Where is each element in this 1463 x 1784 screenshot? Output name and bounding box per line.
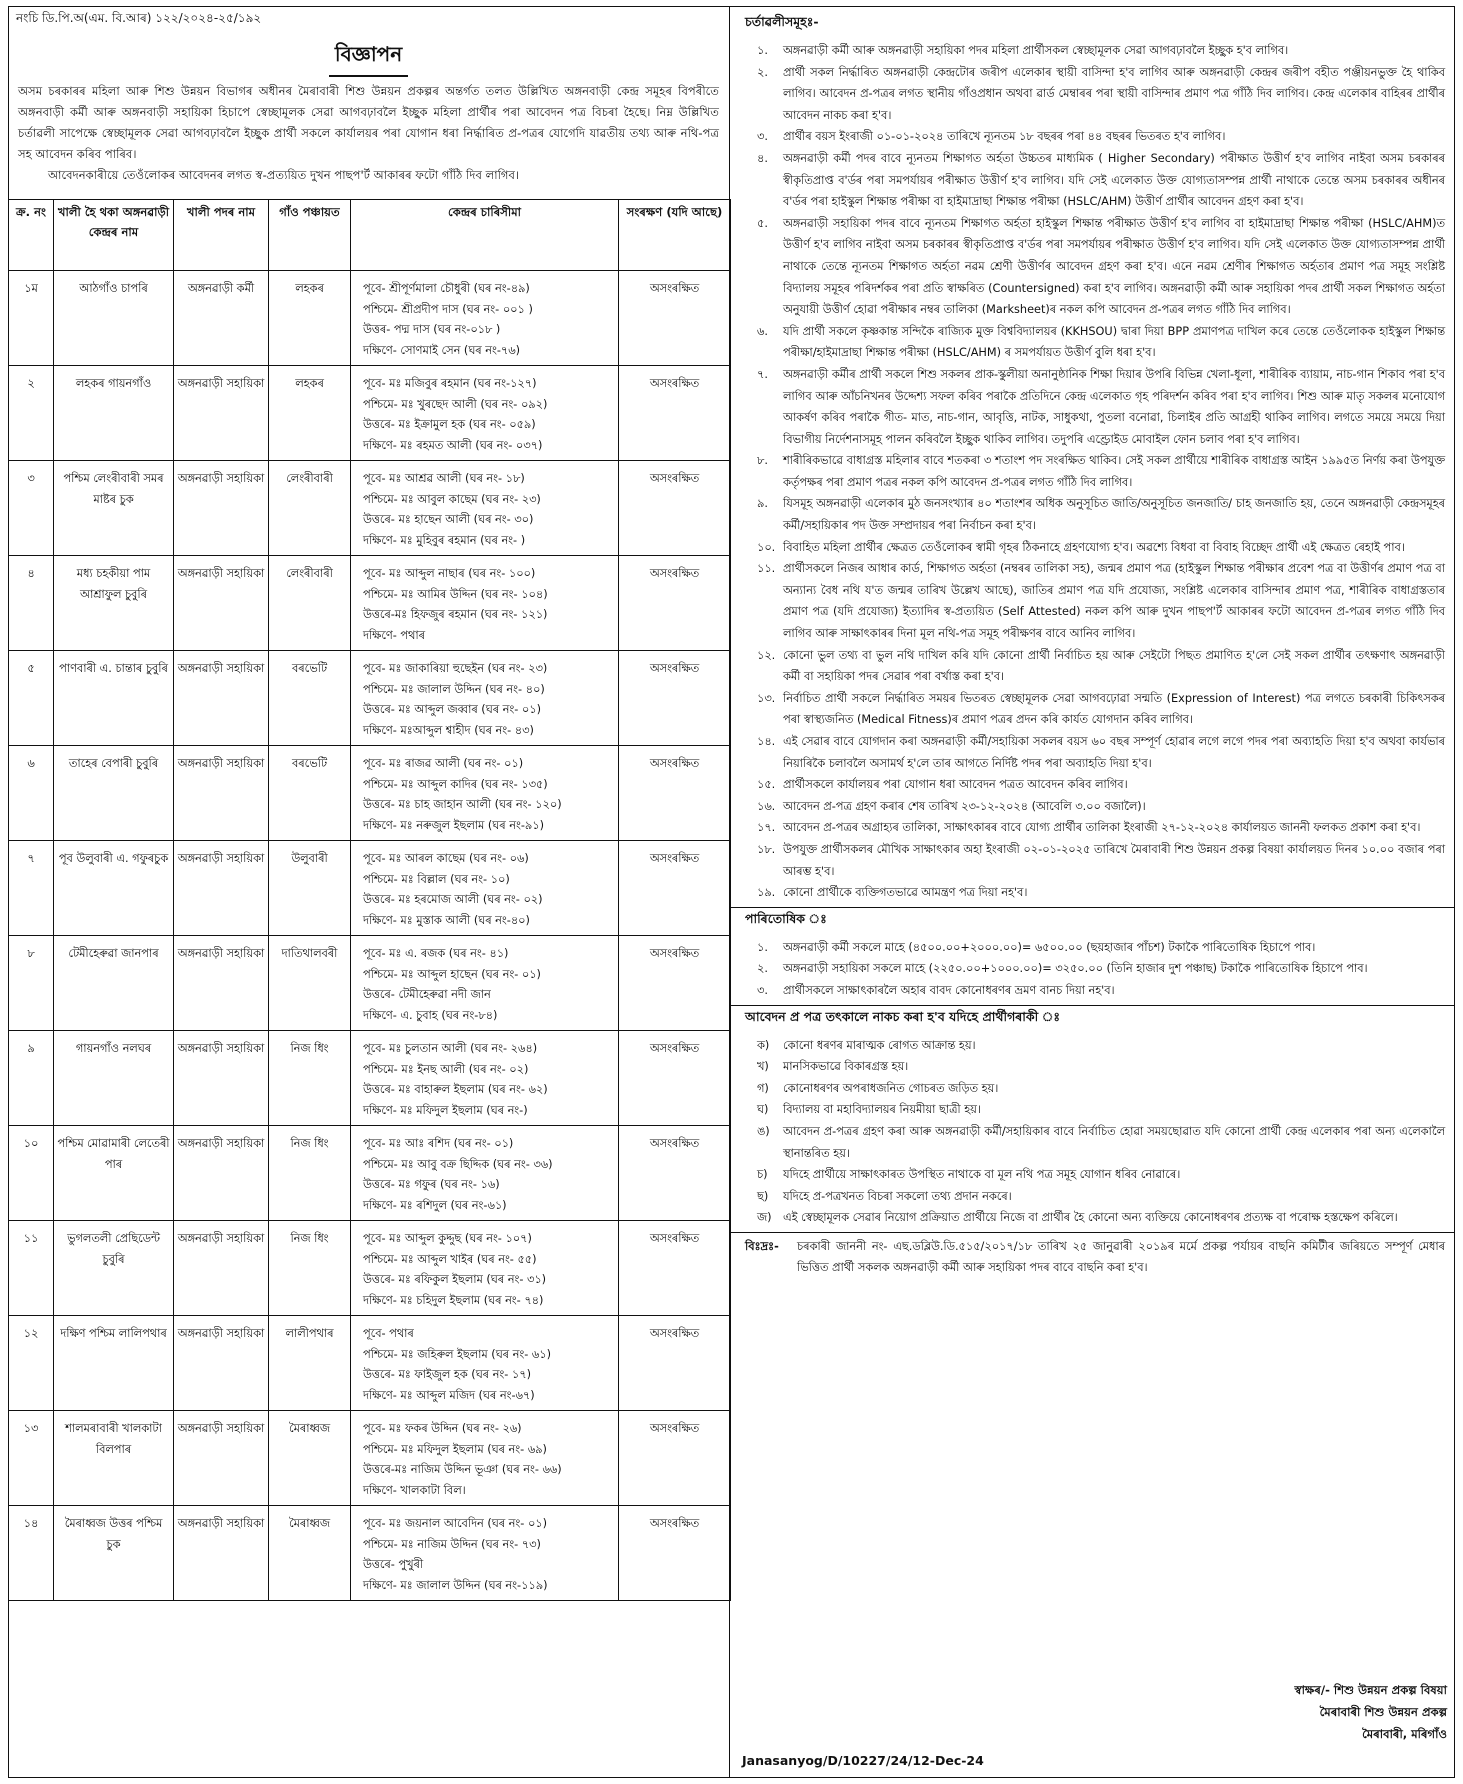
boundary-line: পূবে- মঃ ৰাজৱ আলী (ঘৰ নং- ০১): [363, 757, 524, 770]
boundary-cell: [351, 461, 619, 556]
reservation-cell: অসংৰক্ষিত: [619, 461, 731, 556]
column-header: খালী হৈ থকা অঙ্গনৱাড়ী কেন্দ্ৰৰ নাম: [54, 200, 174, 271]
gaon-panchayat-cell: লহকৰ: [269, 271, 351, 366]
boundary-line: দক্ষিণে- মঃ নৰুজুল ইছলাম (ঘৰ নং-৯১): [363, 818, 544, 832]
boundary-line: পূবে- মঃ আৰল কাছেম (ঘৰ নং- ০৬): [363, 852, 529, 865]
boundary-line: পশ্চিমে- মঃ আবুল কাছেম (ঘৰ নং- ২৩): [363, 492, 541, 506]
item-number: ১১.: [757, 562, 776, 576]
conditions-title: চৰ্তাৱলীসমূহঃ-: [745, 14, 819, 29]
boundary-cell: [351, 746, 619, 841]
serial-cell: ১২: [9, 1316, 54, 1411]
gaon-panchayat-cell: মৈৰাধ্বজ: [269, 1506, 351, 1601]
serial-cell: ১০: [9, 1126, 54, 1221]
condition-item: [745, 817, 1445, 839]
item-text: প্ৰাৰ্থীসকলে নিজৰ আধাৰ কাৰ্ড, শিক্ষাগত অৰ্হতা (নম্বৰৰ তালিকা সহ), জন্মৰ প্ৰমাণ পত্ৰ (হাইস্কুল শিক্ষান্ত পৰীক্ষাৰ প্ৰবেশ পত্ৰ বা উত্তীৰ্ণৰ প্ৰমাণ পত্ৰ বা অন্যান্য বৈধ নথি য'ত জন্মৰ তাৰিখ উল্লেখ আছে), জাতিৰ প্ৰমাণ পত্ৰ যদি প্ৰযোজ্য, সংশ্লিষ্ট এলেকাৰ বাসিন্দাৰ প্ৰমাণ পত্ৰ, শাৰীৰিক বাধাগ্ৰস্ততাৰ প্ৰমাণ পত্ৰ (যদি প্ৰযোজ্য) ইত্যাদিৰ স্ব-প্ৰত্যয়িত (Self Attested) নকল কপি আৰু দুখন পাছপ'ৰ্ট আকাৰৰ ফটো আবেদন প্ৰ-পত্ৰৰ লগত গাঁঠি দিব লাগিব আৰু সাক্ষাৎকাৰৰ দিনা মূল নথি-পত্ৰ সমূহ পৰীক্ষণৰ বাবে আনিব লাগিব।: [783, 562, 1445, 641]
boundary-line: পূবে- শ্ৰীপূৰ্ণমালা চৌধুৰী (ঘৰ নং-৪৯): [363, 282, 530, 295]
item-text: বিদ্যালয় বা মহাবিদ্যালয়ৰ নিয়মীয়া ছাত্ৰী হয়।: [783, 1103, 981, 1117]
rejection-item: [745, 1121, 1445, 1164]
centre-name-cell: গায়নগাঁও নলঘৰ: [54, 1031, 174, 1126]
boundary-line: পশ্চিমে- শ্ৰীপ্ৰদীপ দাস (ঘৰ নং- ০০১ ): [363, 302, 533, 316]
item-text: আবেদন প্ৰ-পত্ৰৰ অগ্ৰাহ্যৰ তালিকা, সাক্ষাৎকাৰৰ বাবে যোগ্য প্ৰাৰ্থীৰ তালিকা ইংৰাজী ২৭-১২-২০২৪ কাৰ্যালয়ত জাননী ফলকত প্ৰকাশ কৰা হ'ব।: [783, 821, 1421, 835]
serial-cell: ৯: [9, 1031, 54, 1126]
condition-item: [745, 148, 1445, 213]
boundary-line: পূবে- মঃ আব্দুল কুদ্দুছ (ঘৰ নং- ১০৭): [363, 1232, 532, 1245]
honorarium-item: [745, 958, 1445, 980]
post-cell: অঙ্গনৱাড়ী সহায়িকা: [174, 1411, 269, 1506]
item-text: কোনোধৰণৰ অপৰাধজনিত গোচৰত জড়িত হয়।: [783, 1081, 999, 1095]
column-header: ক্ৰ. নং: [9, 200, 54, 271]
signature-line-3: মৈৰাবাৰী, মৰিগাঁও: [1362, 1727, 1447, 1741]
centre-name-cell: টেমীহেৰুৱা জানপাৰ: [54, 936, 174, 1031]
item-text: বিবাহিত মহিলা প্ৰাৰ্থীৰ ক্ষেত্ৰত তেওঁলোকৰ স্বামী গৃহৰ ঠিকনাহে গ্ৰহণযোগ্য হ'ব। অৱশ্যে বিধবা বা বিবাহ বিচ্ছেদ প্ৰাৰ্থী এই ক্ষেত্ৰত ৰেহাই পাব।: [783, 540, 1405, 554]
condition-item: [745, 731, 1445, 774]
boundary-line: উত্তৰে- মঃ হৰমোজ আলী (ঘৰ নং- ০২): [363, 893, 543, 906]
item-number: খ): [757, 1060, 769, 1074]
item-text: প্ৰাৰ্থী সকল নিৰ্দ্ধাৰিত অঙ্গনৱাড়ী কেন্দ্ৰটোৰ জৰীপ এলেকাৰ স্থায়ী বাসিন্দা হ'ব লাগিব আৰু অঙ্গনৱাড়ী কেন্দ্ৰৰ জৰীপ বহীত পঞ্জীয়নভুক্ত হৈ থাকিব লাগিব। আবেদন প্ৰ-পত্ৰৰ লগত স্থানীয় গাঁওপ্ৰধান অথবা ৱাৰ্ড মেম্বাৰৰ পৰা স্থায়ী বাসিন্দাৰ প্ৰমাণ পত্ৰ গাঁঠি দিব লাগিব। কেন্দ্ৰ এলেকাৰ বাহিৰৰ প্ৰাৰ্থীৰ আবেদন নাকচ কৰা হ'ব।: [783, 65, 1445, 122]
item-number: চ): [757, 1168, 768, 1182]
item-text: প্ৰাৰ্থীসকলে সাক্ষাৎকাৰলৈ অহাৰ বাবদ কোনোধৰণৰ ভ্ৰমণ বানচ দিয়া নহ'ব।: [783, 983, 1115, 997]
item-number: ক): [757, 1038, 770, 1052]
serial-cell: ১৪: [9, 1506, 54, 1601]
item-text: কোনো ভুল তথ্য বা ভুল নথি দাখিল কৰি যদি কোনো প্ৰাৰ্থী নিৰ্বাচিত হয় আৰু সেইটো পিছত প্ৰমাণিত হ'লে সেই সকল প্ৰাৰ্থীৰ তৎক্ষণাৎ অঙ্গনৱাড়ী কৰ্মী বা সহায়িকা পদৰ সেৱাৰ পৰা বৰ্খাস্ত কৰা হ'ব।: [783, 648, 1445, 684]
table-row: [9, 1506, 731, 1601]
post-cell: অঙ্গনৱাড়ী সহায়িকা: [174, 366, 269, 461]
item-number: ১৪.: [757, 735, 776, 748]
item-number: ২.: [757, 962, 768, 976]
boundary-cell: [351, 556, 619, 651]
boundary-line: উত্তৰে- মঃ ইক্ৰামুল হক (ঘৰ নং- ০৫৯): [363, 418, 536, 431]
boundary-line: দক্ষিণে- এ. চুবাহ (ঘৰ নং-৮৪): [363, 1008, 498, 1022]
boundary-cell: [351, 651, 619, 746]
table-row: [9, 461, 731, 556]
reservation-cell: অসংৰক্ষিত: [619, 1411, 731, 1506]
centre-name-cell: ভুগলতলী প্ৰেছিডেন্ট চুবুৰি: [54, 1221, 174, 1316]
item-text: কোনো ধৰণৰ মাৰাত্মক ৰোগত আক্ৰান্ত হয়।: [783, 1038, 976, 1052]
reservation-cell: অসংৰক্ষিত: [619, 1126, 731, 1221]
serial-cell: ৫: [9, 651, 54, 746]
item-number: ১.: [757, 44, 768, 57]
signature-block: [1295, 1679, 1447, 1745]
divider: [731, 1232, 1455, 1233]
serial-cell: ৬: [9, 746, 54, 841]
item-text: যদি প্ৰাৰ্থী সকলে কৃষ্ণকান্ত সন্দিকৈ ৰাজ্যিক মুক্ত বিশ্ববিদ্যালয়ৰ (KKHSOU) দ্বাৰা দিয়া BPP প্ৰমাণপত্ৰ দাখিল কৰে তেন্তে তেওঁলোকক হাইস্কুল শিক্ষান্ত পৰীক্ষা/হাইমাদ্ৰাছা শিক্ষান্ত পৰীক্ষা (HSLC/AHM) ৰ সমপৰ্যায়ত উত্তীৰ্ণ বুলি ধৰা হ'ব।: [783, 324, 1445, 360]
boundary-line: দক্ষিণে- মঃ মফিদুল ইছলাম (ঘৰ নং-): [363, 1103, 528, 1117]
item-text: যদিহে প্ৰ-পত্ৰখনত বিচৰা সকলো তথ্য প্ৰদান নকৰে।: [783, 1189, 1012, 1203]
post-cell: অঙ্গনৱাড়ী সহায়িকা: [174, 746, 269, 841]
item-text: যিসমূহ অঙ্গনৱাড়ী এলেকাৰ মুঠ জনসংখ্যাৰ ৪০ শতাংশৰ অধিক অনুসূচিত জাতি/অনুসূচিত জনজাতি/ চাহ জনজাতি হয়, তেনে অঙ্গনৱাড়ী কেন্দ্ৰসমূহৰ কৰ্মী/সহায়িকাৰ পদ উক্ত সম্প্ৰদায়ৰ পৰা নিৰ্বাচন কৰা হ'ব।: [783, 497, 1445, 533]
boundary-line: পশ্চিমে- মঃ জহিৰুল ইছলাম (ঘৰ নং- ৬১): [363, 1347, 551, 1361]
boundary-line: পশ্চিমে- মঃ ইনছ আলী (ঘৰ নং- ০২): [363, 1062, 529, 1076]
gaon-panchayat-cell: দাতিথালবৰী: [269, 936, 351, 1031]
post-cell: অঙ্গনৱাড়ী সহায়িকা: [174, 556, 269, 651]
boundary-cell: [351, 1411, 619, 1506]
boundary-line: দক্ষিণে- সোণমাই সেন (ঘৰ নং-৭৬): [363, 343, 521, 357]
item-number: ৪.: [757, 151, 768, 165]
condition-item: [745, 321, 1445, 364]
table-body: [9, 271, 731, 1601]
condition-item: [745, 126, 1445, 148]
gaon-panchayat-cell: বৰভেটি: [269, 651, 351, 746]
post-cell: অঙ্গনৱাড়ী সহায়িকা: [174, 1031, 269, 1126]
boundary-line: উত্তৰে- মঃ গফুৰ (ঘৰ নং- ১৬): [363, 1178, 500, 1191]
boundary-line: দক্ষিণে- মঃ চহিদুল ইছলাম (ঘৰ নং- ৭৪): [363, 1293, 544, 1307]
reservation-cell: অসংৰক্ষিত: [619, 1031, 731, 1126]
note-label: বিঃদ্ৰঃ-: [745, 1239, 779, 1253]
boundary-line: দক্ষিণে- মঃ মুহিবুৰ ৰহমান (ঘৰ নং- ): [363, 533, 526, 547]
item-number: ৩.: [757, 130, 768, 144]
item-text: অঙ্গনৱাড়ী সহায়িকা পদৰ বাবে ন্যূনতম শিক্ষাগত অৰ্হতা হাইস্কুল শিক্ষান্ত পৰীক্ষাত উত্তীৰ্ণ হ'ব লাগিব বা হাইমাদ্ৰাছা শিক্ষান্ত পৰীক্ষা (HSLC/AHM)ত উত্তীৰ্ণ হ'ব লাগিব নাইবা অসম চৰকাৰৰ স্বীকৃতিপ্ৰাপ্ত ব'ৰ্ডৰ পৰা সমপৰ্যায়ৰ পৰীক্ষাত উত্তীৰ্ণ হ'ব লাগিব। যদি সেই এলেকাত উক্ত যোগ্যতাসম্পন্ন প্ৰাৰ্থী নাথাকে তেন্তে ন্যূনতম শিক্ষাগত অৰ্হতা নৱম শ্ৰেণী উত্তীৰ্ণৰ আবেদন গ্ৰহণ কৰা হ'ব। এনে নৱম শ্ৰেণীৰ শিক্ষাগত অৰ্হতাৰ প্ৰমাণ পত্ৰ সমূহ সংশ্লিষ্ট বিদ্যালয় সমূহৰ পৰিদৰ্শকৰ পৰা প্ৰতি স্বাক্ষৰিত (Countersigned) কৰা হ'ব লাগিব। অঙ্গনৱাড়ী কৰ্মী আৰু সহায়িকা পদৰ প্ৰাৰ্থী সকল শিক্ষাগত অৰ্হতা অনুযায়ী উত্তীৰ্ণ হোৱা পৰীক্ষাৰ নম্বৰ তালিকা (Marksheet)ৰ নকল কপি আবেদন প্ৰ-পত্ৰৰ লগত গাঁঠি দিব লাগিব।: [783, 216, 1445, 317]
table-row: [9, 936, 731, 1031]
column-header: গাঁও পঞ্চায়ত: [269, 200, 351, 271]
gaon-panchayat-cell: লেংৰীবাৰী: [269, 556, 351, 651]
item-number: ১২.: [757, 648, 776, 662]
table-row: [9, 746, 731, 841]
condition-item: [745, 537, 1445, 559]
boundary-line: উত্তৰে-মঃ হিফজুৰ ৰহমান (ঘৰ নং- ১২১): [363, 608, 548, 621]
gaon-panchayat-cell: লহকৰ: [269, 366, 351, 461]
item-text: অঙ্গনৱাড়ী কৰ্মী আৰু অঙ্গনৱাড়ী সহায়িকা পদৰ মহিলা প্ৰাৰ্থীসকল স্বেচ্ছামূলক সেৱা আগবঢ়াবলৈ ইচ্ছুক হ'ব লাগিব।: [783, 44, 1289, 57]
boundary-line: পূবে- মঃ ফকৰ উদ্দিন (ঘৰ নং- ২৬): [363, 1422, 522, 1435]
boundary-line: দক্ষিণে- মঃ মুস্তাক আলী (ঘৰ নং-৪০): [363, 913, 530, 927]
boundary-line: পশ্চিমে- মঃ আবু বক্ৰ ছিদ্দিক (ঘৰ নং- ৩৬): [363, 1157, 553, 1171]
item-text: মানসিকভাৱে বিকাৰগ্ৰস্ত হয়।: [783, 1060, 909, 1074]
rejection-item: [745, 1207, 1445, 1229]
centre-name-cell: তাহেৰ বেপাৰী চুবুৰি: [54, 746, 174, 841]
honorarium-title: পাৰিতোষিক ঃ: [745, 910, 827, 926]
centre-name-cell: দক্ষিণ পশ্চিম লালিপথাৰ: [54, 1316, 174, 1411]
signature-line-2: মৈৰাবাৰী শিশু উন্নয়ন প্ৰকল্প: [1319, 1705, 1447, 1719]
divider: [731, 1005, 1455, 1006]
reservation-cell: অসংৰক্ষিত: [619, 1316, 731, 1411]
rejection-title: আবেদন প্ৰ পত্ৰ তৎকালে নাকচ কৰা হ'ব যদিহে প্ৰাৰ্থীগৰাকী ঃ: [745, 1008, 1061, 1024]
item-number: ১৫.: [757, 778, 776, 792]
centre-name-cell: শালমৰাবাৰী খালকাটা বিলপাৰ: [54, 1411, 174, 1506]
item-text: আবেদন প্ৰ-পত্ৰ গ্ৰহণ কৰাৰ শেষ তাৰিখ ২৩-১২-২০২৪ (আবেলি ৩.০০ বজালৈ)।: [783, 799, 1146, 813]
boundary-line: পশ্চিমে- মঃ নাজিম উদ্দিন (ঘৰ নং- ৭৩): [363, 1537, 541, 1551]
reservation-cell: অসংৰক্ষিত: [619, 936, 731, 1031]
reservation-cell: অসংৰক্ষিত: [619, 841, 731, 936]
condition-item: [745, 364, 1445, 450]
table-header-row: [9, 200, 731, 271]
boundary-line: দক্ষিণে- পথাৰ: [363, 628, 425, 642]
table-row: [9, 556, 731, 651]
boundary-line: পশ্চিমে- মঃ আব্দুল হাছেন (ঘৰ নং- ০১): [363, 967, 541, 981]
boundary-line: পশ্চিমে- মঃ আমিৰ উদ্দিন (ঘৰ নং- ১০৪): [363, 587, 548, 601]
rejection-item: [745, 1056, 1445, 1078]
boundary-line: পশ্চিমে- মঃ আব্দুল কাদিৰ (ঘৰ নং- ১৩৫): [363, 777, 548, 791]
boundary-cell: [351, 841, 619, 936]
serial-cell: ১ম: [9, 271, 54, 366]
boundary-cell: [351, 1316, 619, 1411]
reservation-cell: অসংৰক্ষিত: [619, 651, 731, 746]
reservation-cell: অসংৰক্ষিত: [619, 366, 731, 461]
boundary-line: পূবে- মঃ মজিবুৰ ৰহমান (ঘৰ নং-১২৭): [363, 377, 537, 390]
boundary-line: পূবে- মঃ এ. ৰজক (ঘৰ নং- ৪১): [363, 947, 509, 960]
boundary-line: পূবে- মঃ আশ্ৰৱ আলী (ঘৰ নং- ১৮): [363, 472, 525, 485]
rejection-item: [745, 1078, 1445, 1100]
boundary-line: উত্তৰ- পদ্ম দাস (ঘৰ নং-০১৮ ): [363, 323, 501, 336]
gaon-panchayat-cell: বৰভেটি: [269, 746, 351, 841]
condition-item: [745, 774, 1445, 796]
item-number: ২.: [757, 65, 768, 79]
item-text: উপযুক্ত প্ৰাৰ্থীসকলৰ মৌখিক সাক্ষাৎকাৰ অহা ইংৰাজী ০২-০১-২০২৫ তাৰিখে মৈৰাবাৰী শিশু উন্নয়ন প্ৰকল্প বিষয়া কাৰ্যালয়ত দিনৰ ১০.০০ বজাৰ পৰা আৰম্ভ হ'ব।: [783, 842, 1445, 878]
honorarium-item: [745, 980, 1445, 1002]
centre-name-cell: পাণবাৰী এ. চান্তাৰ চুবুৰি: [54, 651, 174, 746]
post-cell: অঙ্গনৱাড়ী সহায়িকা: [174, 936, 269, 1031]
boundary-line: পূবে- মঃ জাকাৰিয়া হুছেইন (ঘৰ নং- ২৩): [363, 662, 548, 675]
table-row: [9, 271, 731, 366]
boundary-line: দক্ষিণে- মঃ ৰশিদুল (ঘৰ নং-৬১): [363, 1198, 507, 1212]
item-number: ৫.: [757, 216, 768, 230]
reservation-cell: অসংৰক্ষিত: [619, 1506, 731, 1601]
table-row: [9, 1126, 731, 1221]
item-number: ৩.: [757, 983, 768, 997]
boundary-line: উত্তৰে- মঃ আব্দুল জব্বাৰ (ঘৰ নং- ০১): [363, 703, 541, 716]
boundary-cell: [351, 1031, 619, 1126]
item-text: যদিহে প্ৰাৰ্থীয়ে সাক্ষাৎকাৰত উপস্থিত নাথাকে বা মূল নথি পত্ৰ সমূহ যোগান ধৰিব নোৱাৰে।: [783, 1168, 1181, 1182]
serial-cell: ৪: [9, 556, 54, 651]
item-number: ১৩.: [757, 691, 776, 705]
item-number: ৮.: [757, 454, 768, 468]
honorarium-list: [745, 937, 1445, 1002]
post-cell: অঙ্গনৱাড়ী সহায়িকা: [174, 1126, 269, 1221]
boundary-line: পূবে- মঃ চুলতান আলী (ঘৰ নং- ২৬৪): [363, 1042, 538, 1055]
post-cell: অঙ্গনৱাড়ী সহায়িকা: [174, 461, 269, 556]
boundary-line: উত্তৰে- মঃ ফাইজুল হক (ঘৰ নং- ১৭): [363, 1368, 531, 1381]
reservation-cell: অসংৰক্ষিত: [619, 271, 731, 366]
gaon-panchayat-cell: নিজ ধিং: [269, 1126, 351, 1221]
post-cell: অঙ্গনৱাড়ী সহায়িকা: [174, 841, 269, 936]
reservation-cell: অসংৰক্ষিত: [619, 746, 731, 841]
condition-item: [745, 493, 1445, 536]
divider: [731, 907, 1455, 908]
item-text: শাৰীৰিকভাৱে বাধাগ্ৰস্ত মহিলাৰ বাবে শতকৰা ৩ শতাংশ পদ সংৰক্ষিত থাকিব। সেই সকল প্ৰাৰ্থীয়ে শাৰীৰিক বাধাগ্ৰস্ত আইন ১৯৯৫ত নিৰ্ণয় কৰা উপযুক্ত কৰ্তৃপক্ষৰ পৰা প্ৰমাণ পত্ৰৰ নকল কপি আবেদন প্ৰ-পত্ৰৰ লগত গাঁঠি দিব লাগিব।: [783, 454, 1445, 489]
centre-name-cell: মধ্য চহকীয়া পাম আশ্ৰাফুল চুবুৰি: [54, 556, 174, 651]
item-number: ঙ): [757, 1124, 770, 1138]
boundary-line: উত্তৰে- টেমীহেৰুৱা নদী জান: [363, 988, 491, 1001]
boundary-line: দক্ষিণে- খালকাটা বিল।: [363, 1483, 466, 1497]
item-text: অঙ্গনৱাড়ী কৰ্মীৰ প্ৰাৰ্থী সকলে শিশু সকলৰ প্ৰাক-স্কুলীয়া অনানুষ্ঠানিক শিক্ষা দিয়াৰ উপৰি বিভিন্ন খেলা-ধূলা, শাৰীৰিক ব্যায়াম, নাচ-গান শিকাব পৰা হ'ব লাগিব আৰু আঁচনিখনৰ উদ্দেশ্য সফল কৰিব পৰাকৈ প্ৰতিদিনে কেন্দ্ৰ এলেকাত গৃহ পৰিদৰ্শন কৰিব পৰা হ'ব লাগিব। শিশু আৰু মাতৃ সকলৰ মনোযোগ আকৰ্ষণ কৰিব পৰাকৈ গীত- মাত, নাচ-গান, আবৃত্তি, নাটক, সাধুকথা, পুতলা বনোৱা, চিলাইৰ প্ৰতি আগ্ৰহী থাকিব লাগিব। লগতে সময়ে সময়ে দিয়া বিভাগীয় নিৰ্দেশনাসমূহ পালন কৰিবলৈ ইচ্ছুক থাকিব লাগিব। তদুপৰি এণ্ড্ৰোইড মোবাইল ফোন চলাব পৰা হ'ব লাগিব।: [783, 367, 1445, 446]
item-number: ১৬.: [757, 799, 776, 813]
item-text: অঙ্গনৱাড়ী কৰ্মী সকলে মাহে (৪৫০০.০০+২০০০.০০)= ৬৫০০.০০ (ছয়হাজাৰ পাঁচশ) টকাকৈ পাৰিতোষিক হিচাপে পাব।: [783, 940, 1316, 954]
item-text: কোনো প্ৰাৰ্থীকে ব্যক্তিগতভাৱে আমন্ত্ৰণ পত্ৰ দিয়া নহ'ব।: [783, 886, 1028, 900]
post-cell: অঙ্গনৱাড়ী সহায়িকা: [174, 1506, 269, 1601]
boundary-line: পশ্চিমে- মঃ মফিদুল ইছলাম (ঘৰ নং- ৬৯): [363, 1442, 547, 1456]
condition-item: [745, 213, 1445, 321]
item-text: অঙ্গনৱাড়ী সহায়িকা সকলে মাহে (২২৫০.০০+১০০০.০০)= ৩২৫০.০০ (তিনি হাজাৰ দুশ পঞ্চাছ) টকাকৈ পাৰিতোষিক হিচাপে পাব।: [783, 962, 1368, 976]
item-text: প্ৰাৰ্থীৰ বয়স ইংৰাজী ০১-০১-২০২৪ তাৰিখে ন্যূনতম ১৮ বছৰৰ পৰা ৪৪ বছৰৰ ভিতৰত হ'ব লাগিব।: [783, 130, 1226, 144]
gaon-panchayat-cell: লেংৰীবাৰী: [269, 461, 351, 556]
serial-cell: ১১: [9, 1221, 54, 1316]
item-text: এই স্বেচ্ছামূলক সেৱাৰ নিয়োগ প্ৰক্ৰিয়াত প্ৰাৰ্থীয়ে নিজে বা প্ৰাৰ্থীৰ হৈ কোনো অন্য ব্যক্তিয়ে কোনোধৰণৰ প্ৰত্যক্ষ বা পৰোক্ষ হস্তক্ষেপ কৰিলে।: [783, 1211, 1398, 1225]
boundary-cell: [351, 936, 619, 1031]
signature-line-1: স্বাক্ষৰ/- শিশু উন্নয়ন প্ৰকল্প বিষয়া: [1294, 1683, 1447, 1697]
table-row: [9, 1221, 731, 1316]
item-number: ছ): [757, 1189, 769, 1203]
item-number: ১৯.: [757, 886, 776, 900]
boundary-line: উত্তৰে-মঃ নাজিম উদ্দিন ভূঞা (ঘৰ নং- ৬৬): [363, 1463, 562, 1476]
post-cell: অঙ্গনৱাড়ী কৰ্মী: [174, 271, 269, 366]
centre-name-cell: পূব উলুবাৰী এ. গফুৰচুক: [54, 841, 174, 936]
intro-note: আবেদনকাৰীয়ে তেওঁলোকৰ আবেদনৰ লগত স্ব-প্ৰত্যয়িত দুখন পাছপ'ৰ্ট আকাৰৰ ফটো গাঁঠি দিব লাগিব।: [48, 168, 520, 182]
boundary-line: পশ্চিমে- মঃ বিল্লাল (ঘৰ নং- ১০): [363, 872, 510, 886]
column-header: সংৰক্ষণ (যদি আছে): [619, 200, 731, 271]
boundary-line: উত্তৰে- পুখুৰী: [363, 1558, 424, 1571]
post-cell: অঙ্গনৱাড়ী সহায়িকা: [174, 1316, 269, 1411]
boundary-cell: [351, 1221, 619, 1316]
item-text: এই সেৱাৰ বাবে যোগদান কৰা অঙ্গনৱাড়ী কৰ্মী/সহায়িকা সকলৰ বয়স ৬০ বছৰ সম্পূৰ্ণ হোৱাৰ লগে লগে পদৰ পৰা অব্যাহতি দিয়া হ'ব অথবা কাৰ্যভাৰ নিয়াৰিকৈ চলাবলৈ অসামৰ্থ হ'লে তাৰ আগতে নিৰ্দিষ্ট পদৰ পৰা অব্যাহতি দিয়া হ'ব।: [783, 735, 1445, 770]
intro-paragraph: অসম চৰকাৰৰ মহিলা আৰু শিশু উন্নয়ন বিভাগৰ অধীনৰ মৈৰাবাৰী শিশু উন্নয়ন প্ৰকল্পৰ অন্তৰ্গত তলত উল্লিখিত অঙ্গনবাড়ী কেন্দ্ৰ সমূহৰ বিপৰীতে অঙ্গনবাড়ী কৰ্মী আৰু অঙ্গনবাড়ী সহায়িকা হিচাপে স্বেচ্ছামূলক সেৱা আগবঢ়াবলৈ ইচ্ছুক মহিলা প্ৰাৰ্থীৰ পৰা আবেদন পত্ৰ বিচৰা হৈছে। নিম্ন উল্লিখিত চৰ্তাৱলী সাপেক্ষে স্বেচ্ছামূলক সেৱা আগবঢ়াবলৈ ইচ্ছুক প্ৰাৰ্থী সকলে কাৰ্যালয়ৰ পৰা যোগান ধৰা নিৰ্দ্ধাৰিত প্ৰ-পত্ৰৰ যোগেদি যাৱতীয় তথ্য আৰু নথি-পত্ৰ সহ আবেদন কৰিব পাৰিব।: [18, 84, 719, 161]
rejection-item: [745, 1035, 1445, 1057]
table-row: [9, 1411, 731, 1506]
boundary-line: দক্ষিণে- মঃ আব্দুল মজিদ (ঘৰ নং-৬৭): [363, 1388, 535, 1402]
boundary-cell: [351, 366, 619, 461]
boundary-line: পূবে- মঃ আব্দুল নাছাৰ (ঘৰ নং- ১০০): [363, 567, 536, 580]
note-text: চৰকাৰী জাননী নং- এছ.ডব্লিউ.ডি.৫১৫/২০১৭/১৮ তাৰিখ ২৫ জানুৱাৰী ২০১৯ৰ মৰ্মে প্ৰকল্প পৰ্যায়ৰ বাছনি কমিটীৰ জৰিয়তে সম্পূৰ্ণ মেধাৰ ভিত্তিত প্ৰাৰ্থী সকলক অঙ্গনৱাড়ী কৰ্মী আৰু সহায়িকা পদৰ বাবে বাছনি কৰা হ'ব।: [797, 1239, 1445, 1275]
condition-item: [745, 558, 1445, 644]
boundary-line: দক্ষিণে- মঃ জালাল উদ্দিন (ঘৰ নং-১১৯): [363, 1578, 548, 1592]
table-row: [9, 1031, 731, 1126]
condition-item: [745, 450, 1445, 493]
boundary-line: পূবে- মঃ জয়নাল আবেদিন (ঘৰ নং- ০১): [363, 1517, 548, 1530]
memo-number: নংচি ডি.পি.অ(এম. বি.আৰ) ১২২/২০২৪-২৫/১৯২: [16, 11, 262, 25]
centre-name-cell: লহকৰ গায়নগাঁও: [54, 366, 174, 461]
boundary-cell: [351, 1506, 619, 1601]
rejection-list: [745, 1035, 1445, 1229]
item-number: ৯.: [757, 497, 768, 511]
boundary-line: পশ্চিমে- মঃ আব্দুল খাইৰ (ঘৰ নং- ৫৫): [363, 1252, 537, 1266]
item-number: গ): [757, 1081, 769, 1095]
boundary-line: দক্ষিণে- মঃআব্দুল শ্বাহীদ (ঘৰ নং- ৪৩): [363, 723, 534, 737]
table-row: [9, 841, 731, 936]
item-number: ১৭.: [757, 821, 776, 835]
condition-item: [745, 839, 1445, 882]
centre-name-cell: মৈৰাধ্বজ উত্তৰ পশ্চিম চুক: [54, 1506, 174, 1601]
boundary-line: উত্তৰে- মঃ বাহাৰুল ইছলাম (ঘৰ নং- ৬২): [363, 1083, 548, 1096]
reservation-cell: অসংৰক্ষিত: [619, 556, 731, 651]
gaon-panchayat-cell: লালীপথাৰ: [269, 1316, 351, 1411]
item-number: ৬.: [757, 324, 768, 338]
boundary-line: পূবে- মঃ আঃ ৰশিদ (ঘৰ নং- ০১): [363, 1137, 514, 1150]
item-text: নিৰ্বাচিত প্ৰাৰ্থী সকলে নিৰ্দ্ধাৰিত সময়ৰ ভিতৰত স্বেচ্ছামূলক সেৱা আগবঢ়োৱা সন্মতি (Expression of Interest) পত্ৰ লগতে চৰকাৰী চিকিৎসকৰ পৰা স্বাস্থ্যজনিত (Medical Fitness)ৰ প্ৰমাণ পত্ৰৰ প্ৰদন কৰি কাৰ্যত যোগদান কৰিব লাগিব।: [783, 691, 1445, 727]
condition-item: [745, 882, 1445, 904]
item-number: ১৮.: [757, 842, 776, 856]
reference-number: Janasanyog/D/10227/24/12-Dec-24: [742, 1753, 984, 1768]
boundary-line: উত্তৰে- মঃ হাছেন আলী (ঘৰ নং- ৩০): [363, 513, 534, 526]
rejection-item: [745, 1164, 1445, 1186]
condition-item: [745, 645, 1445, 688]
boundary-line: পূবে- পথাৰ: [363, 1327, 414, 1340]
note: [745, 1236, 1445, 1279]
serial-cell: ৭: [9, 841, 54, 936]
condition-item: [745, 796, 1445, 818]
boundary-line: উত্তৰে- মঃ চাহ জাহান আলী (ঘৰ নং- ১২০): [363, 798, 562, 811]
item-number: ঘ): [757, 1103, 769, 1117]
item-number: ১.: [757, 940, 768, 954]
page-title: বিজ্ঞাপন: [329, 40, 408, 77]
item-number: ১০.: [757, 540, 776, 554]
boundary-line: উত্তৰে- মঃ ৰফিকুল ইছলাম (ঘৰ নং- ৩১): [363, 1273, 547, 1286]
table-row: [9, 651, 731, 746]
serial-cell: ২: [9, 366, 54, 461]
column-header: কেন্দ্ৰৰ চাৰিসীমা: [351, 200, 619, 271]
item-number: ৭.: [757, 367, 768, 381]
boundary-cell: [351, 1126, 619, 1221]
gaon-panchayat-cell: মৈৰাধ্বজ: [269, 1411, 351, 1506]
condition-item: [745, 688, 1445, 731]
boundary-line: পশ্চিমে- মঃ খুৰছেদ আলী (ঘৰ নং- ০৯২): [363, 397, 548, 411]
item-text: প্ৰাৰ্থীসকলে কাৰ্যালয়ৰ পৰা যোগান ধৰা আবেদন পত্ৰত আবেদন কৰিব লাগিব।: [783, 778, 1128, 792]
post-cell: অঙ্গনৱাড়ী সহায়িকা: [174, 1221, 269, 1316]
rejection-item: [745, 1186, 1445, 1208]
table-row: [9, 1316, 731, 1411]
reservation-cell: অসংৰক্ষিত: [619, 1221, 731, 1316]
centre-name-cell: আঠগাঁও চাপৰি: [54, 271, 174, 366]
condition-item: [745, 40, 1445, 62]
boundary-cell: [351, 271, 619, 366]
gaon-panchayat-cell: উলুবাৰী: [269, 841, 351, 936]
centre-name-cell: পশ্চিম মোৱামাৰী লেতেৰী পাৰ: [54, 1126, 174, 1221]
column-header: খালী পদৰ নাম: [174, 200, 269, 271]
right-column: [731, 6, 1455, 1778]
serial-cell: ৮: [9, 936, 54, 1031]
post-cell: অঙ্গনৱাড়ী সহায়িকা: [174, 651, 269, 746]
honorarium-item: [745, 937, 1445, 959]
item-number: জ): [757, 1211, 772, 1225]
table-row: [9, 366, 731, 461]
vacancy-table: [8, 199, 731, 1601]
gaon-panchayat-cell: নিজ ধিং: [269, 1221, 351, 1316]
item-text: আবেদন প্ৰ-পত্ৰৰ গ্ৰহণ কৰা আৰু অঙ্গনৱাড়ী কৰ্মী/সহায়িকাৰ বাবে নিৰ্বাচিত হোৱা সময়ছোৱাত যদি কোনো প্ৰাৰ্থী কেন্দ্ৰ এলেকাৰ পৰা অন্য এলেকালৈ স্থানান্তৰিত হয়।: [783, 1124, 1445, 1160]
conditions-list: [745, 40, 1445, 904]
left-column: [8, 6, 730, 1778]
centre-name-cell: পশ্চিম লেংৰীবাৰী সমৰ মাষ্টৰ চুক: [54, 461, 174, 556]
rejection-item: [745, 1099, 1445, 1121]
gaon-panchayat-cell: নিজ ধিং: [269, 1031, 351, 1126]
boundary-line: দক্ষিণে- মঃ ৰহমত আলী (ঘৰ নং- ০৩৭): [363, 438, 543, 452]
serial-cell: ১৩: [9, 1411, 54, 1506]
condition-item: [745, 62, 1445, 127]
item-text: অঙ্গনৱাড়ী কৰ্মী পদৰ বাবে ন্যূনতম শিক্ষাগত অৰ্হতা উচ্চতৰ মাধ্যমিক ( Higher Secondary) পৰীক্ষাত উত্তীৰ্ণ হ'ব লাগিব নাইবা অসম চৰকাৰৰ স্বীকৃতিপ্ৰাপ্ত ব'ৰ্ডৰ পৰা সমপৰ্যায়ৰ পৰীক্ষাত উত্তীৰ্ণ হ'ব লাগিব। যদি সেই এলেকাত উক্ত যোগ্যতাসম্পন্ন প্ৰাৰ্থী নাথাকে তেন্তে অসম চৰকাৰৰ অধীনৰ ব'ৰ্ডৰ পৰা হাইস্কুল শিক্ষান্ত পৰীক্ষা বা হাইমাদ্ৰাছা শিক্ষান্ত পৰীক্ষা (HSLC/AHM) উত্তীৰ্ণ প্ৰাৰ্থীৰ আবেদন গ্ৰহণ কৰা হ'ব।: [783, 151, 1445, 209]
serial-cell: ৩: [9, 461, 54, 556]
boundary-line: পশ্চিমে- মঃ জালাল উদ্দিন (ঘৰ নং- ৪০): [363, 682, 545, 696]
